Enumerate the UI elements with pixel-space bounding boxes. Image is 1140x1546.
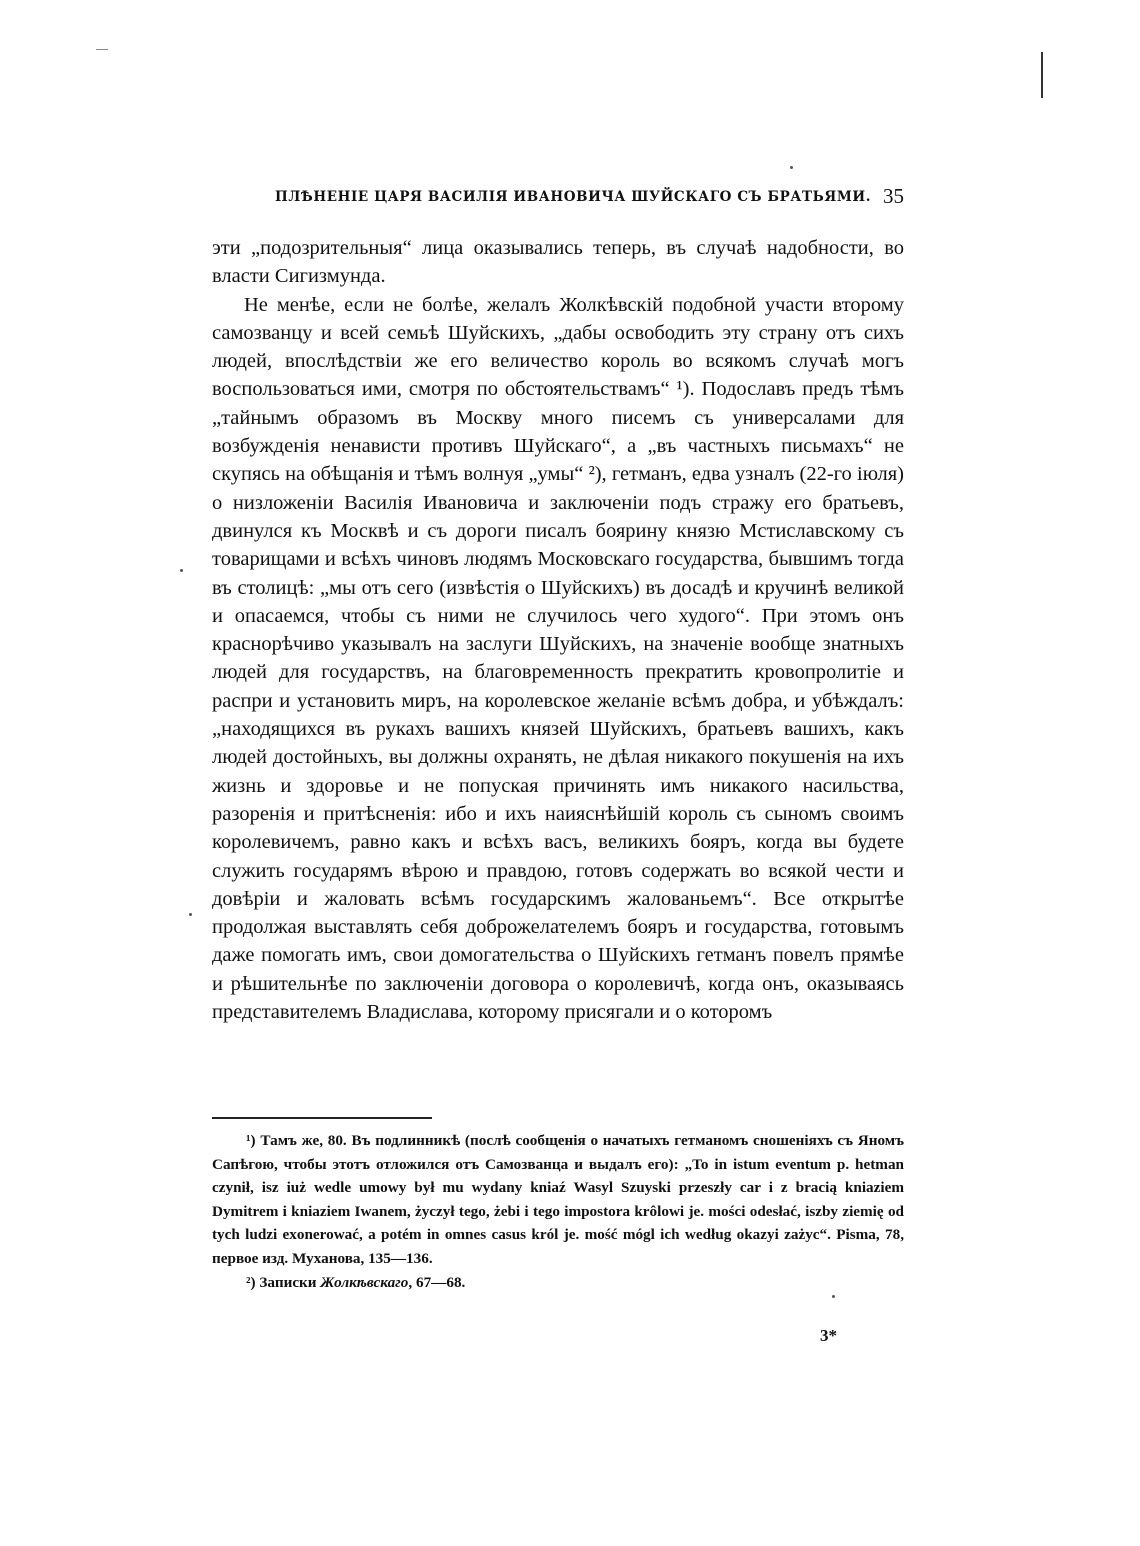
footnotes (212, 1129, 904, 1294)
scan-dot (180, 569, 183, 572)
footnote-2-prefix: ²) Записки (246, 1273, 321, 1291)
scan-mark-right (1041, 52, 1043, 98)
signature-mark: 3* (820, 1326, 837, 1345)
running-title: ПЛѢНЕНІЕ ЦАРЯ ВАСИЛІЯ ИВАНОВИЧА ШУЙСКАГО СЪ БРАТЬЯМИ. (275, 189, 872, 205)
paragraph: эти „подозрительныя“ лица оказывались теперь, въ случаѣ надобности, во власти Сигизмунда. (212, 237, 904, 288)
running-head (212, 184, 904, 212)
scan-mark-top (96, 49, 108, 50)
paragraph: Не менѣе, если не болѣе, желалъ Жолкѣвскій подобной участи второму самозванцу и всей семьѣ Шуйскихъ, „дабы освободить эту страну отъ сихъ людей, впослѣдствіи же его величество король во всякомъ случаѣ могъ воспользоваться ими, смотря по обстоятельствамъ“ ¹). Подославъ предъ тѣмъ „тайнымъ образомъ въ Москву много писемъ съ универсалами для возбужденія ненависти противъ Шуйскаго“, а „въ частныхъ письмахъ“ не скупясь на обѣщанія и тѣмъ волнуя „умы“ ²), гетманъ, едва узналъ (22-го іюля) о низложеніи Василія Ивановича и заключеніи подъ стражу его братьевъ, двинулся къ Москвѣ и съ дороги писалъ боярину князю Мстиславскому съ товарищами и всѣхъ чиновъ людямъ Московскаго государства, бывшимъ тогда въ столицѣ: „мы отъ сего (извѣстія о Шуйскихъ) въ досадѣ и кручинѣ великой и опасаемся, чтобы съ ними не случилось чего худого“. При этомъ онъ краснорѣчиво указывалъ на заслуги Шуйскихъ, на значеніе вообще знатныхъ людей для государствъ, на благовременность прекратить кровопролитіе и распри и установить миръ, на королевское желаніе всѣмъ добра, и убѣждалъ: „находящихся въ рукахъ вашихъ князей Шуйскихъ, братьевъ вашихъ, какъ людей достойныхъ, вы должны охранять, не дѣлая никакого покушенія на ихъ жизнь и здоровье и не попуская причинять имъ никакого насильства, разоренія и притѣсненія: ибо и ихъ наияснѣйшій король съ сыномъ своимъ королевичемъ, равно какъ и всѣхъ васъ, великихъ бояръ, когда вы будете служить государямъ вѣрою и правдою, готовъ содержать во всякой чести и довѣріи и жаловать всѣмъ государскимъ жалованьемъ“. Все открытѣе продолжая выставлять себя доброжелателемъ бояръ и государства, готовымъ даже помогать имъ, свои домогательства о Шуйскихъ гетманъ повелъ прямѣе и рѣшительнѣе по заключеніи договора о королевичѣ, когда онъ, оказываясь представителемъ Владислава, которому присягали и о которомъ (212, 293, 904, 1024)
scan-dot (832, 1295, 835, 1298)
scan-dot (189, 913, 192, 916)
footnote-2-title: Жолкѣвскаго (320, 1273, 409, 1291)
page-number: 35 (883, 184, 904, 208)
footnote-rule (212, 1117, 432, 1119)
footnote-2 (212, 1271, 904, 1295)
body-text (212, 234, 904, 1026)
footnote-2-suffix: , 67—68. (408, 1273, 466, 1291)
footnote-1: ¹) Тамъ же, 80. Въ подлинникѣ (послѣ сообщенія о начатыхъ гетманомъ сношеніяхъ съ Яномъ Сапѣгою, чтобы этотъ отложился отъ Самозванца и выдалъ его): „To in istum eventum p. hetman czynił, isz iuż wedle umowy był mu wydany kniaź Wasyl Szuyski przeszły car i z bracią kniaziem Dymitrem i kniaziem Iwanem, życzył tego, żebi i tego impostora krôlowi je. mości odesłać, iszby ziemię od tych ludzi exonerować, a potém in omnes casus król je. mość mógl ich według okazyi zażyc“. Pisma, 78, первое изд. Муханова, 135—136. (212, 1132, 904, 1267)
scan-dot (790, 166, 793, 169)
